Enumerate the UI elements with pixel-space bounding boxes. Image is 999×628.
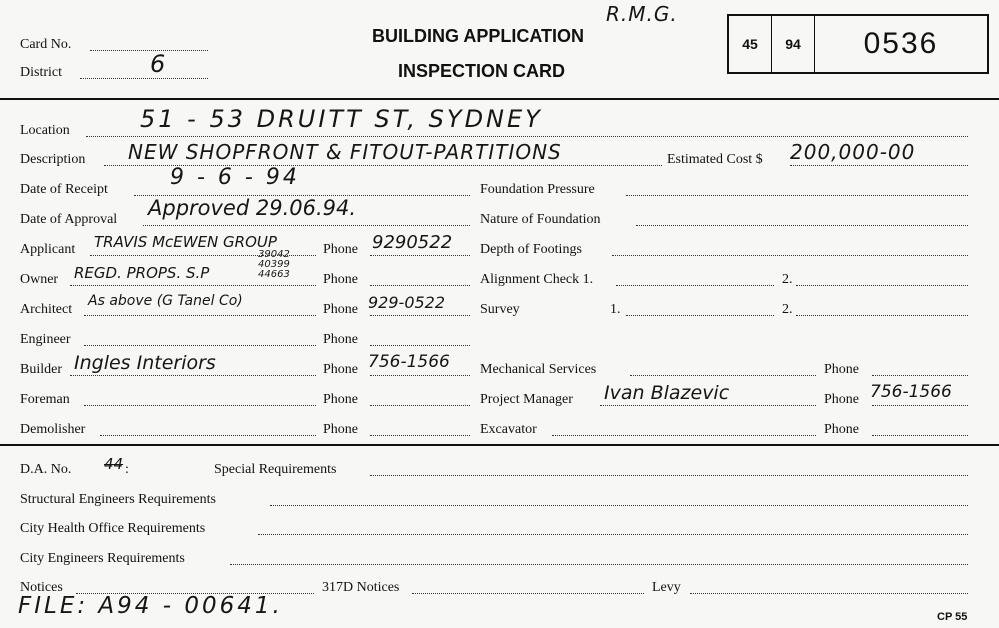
structural-label: Structural Engineers Requirements xyxy=(20,492,216,507)
excavator-label: Excavator xyxy=(480,422,537,437)
project-manager-label: Project Manager xyxy=(480,392,573,407)
mechanical-services-phone-label: Phone xyxy=(824,362,859,377)
description-label: Description xyxy=(20,152,86,167)
file-note: FILE: A94 - 00641. xyxy=(18,593,283,619)
alignment-check-label: Alignment Check 1. xyxy=(480,272,594,287)
city-engineers-label: City Engineers Requirements xyxy=(20,551,185,566)
special-requirements-dots xyxy=(370,475,968,476)
da-no-colon: : xyxy=(125,462,129,477)
alignment-check-2-label: 2. xyxy=(782,272,793,287)
project-manager-phone-value: 756-1566 xyxy=(870,382,952,402)
applicant-phone-label: Phone xyxy=(323,242,358,257)
demolisher-dots xyxy=(100,435,316,436)
nature-of-foundation-label: Nature of Foundation xyxy=(480,212,601,227)
builder-phone-label: Phone xyxy=(323,362,358,377)
date-of-receipt-label: Date of Receipt xyxy=(20,182,108,197)
title-line1: BUILDING APPLICATION xyxy=(372,26,584,46)
foreman-phone-label: Phone xyxy=(323,392,358,407)
project-manager-value: Ivan Blazevic xyxy=(604,382,730,404)
owner-label: Owner xyxy=(20,272,59,287)
levy-label: Levy xyxy=(652,580,681,595)
project-manager-phone-label: Phone xyxy=(824,392,859,407)
estimated-cost-label: Estimated Cost $ xyxy=(667,152,763,167)
foundation-pressure-dots xyxy=(626,195,968,196)
mechanical-services-label: Mechanical Services xyxy=(480,362,597,377)
owner-phone-dots xyxy=(370,285,470,286)
nature-of-foundation-dots xyxy=(636,225,968,226)
architect-phone-dots xyxy=(370,315,470,316)
form-code: CP 55 xyxy=(937,611,968,623)
foundation-pressure-label: Foundation Pressure xyxy=(480,182,595,197)
foreman-label: Foreman xyxy=(20,392,70,407)
excavator-phone-dots xyxy=(872,435,968,436)
notices-label: Notices xyxy=(20,580,63,595)
district-value: 6 xyxy=(150,50,167,78)
builder-dots xyxy=(70,375,316,376)
survey-dots-2 xyxy=(796,315,968,316)
demolisher-phone-label: Phone xyxy=(323,422,358,437)
date-of-approval-dots xyxy=(143,225,470,226)
city-engineers-dots xyxy=(230,564,968,565)
estimated-cost-dots xyxy=(790,165,968,166)
special-requirements-label: Special Requirements xyxy=(214,462,337,477)
district-label: District xyxy=(20,65,62,80)
alignment-check-dots-1 xyxy=(616,285,774,286)
notices-317d-dots xyxy=(412,593,644,594)
da-no-label: D.A. No. xyxy=(20,462,72,477)
location-label: Location xyxy=(20,123,70,138)
architect-phone-label: Phone xyxy=(323,302,358,317)
date-of-receipt-value: 9 - 6 - 94 xyxy=(170,165,300,190)
card-no-dots xyxy=(90,50,208,51)
location-dots xyxy=(86,136,968,137)
builder-phone-dots xyxy=(370,375,470,376)
title-line2: INSPECTION CARD xyxy=(398,61,566,81)
owner-phone-label: Phone xyxy=(323,272,358,287)
card-no-label: Card No. xyxy=(20,37,72,52)
survey-1-label: 1. xyxy=(610,302,621,317)
engineer-dots xyxy=(84,345,316,346)
engineer-label: Engineer xyxy=(20,332,71,347)
notices-317d-label: 317D Notices xyxy=(322,580,400,595)
engineer-phone-dots xyxy=(370,345,470,346)
owner-strata-numbers: 39042 40399 44663 xyxy=(258,249,290,280)
survey-dots-1 xyxy=(626,315,774,316)
da-no-value: 44 xyxy=(104,455,124,473)
depth-of-footings-label: Depth of Footings xyxy=(480,242,582,257)
foreman-dots xyxy=(84,405,316,406)
date-of-approval-label: Date of Approval xyxy=(20,212,118,227)
applicant-phone-dots xyxy=(370,255,470,256)
demolisher-label: Demolisher xyxy=(20,422,86,437)
box-code2: 94 xyxy=(785,36,801,52)
architect-value: As above (G Tanel Co) xyxy=(88,293,243,309)
applicant-phone-value: 9290522 xyxy=(372,232,453,253)
project-manager-phone-dots xyxy=(872,405,968,406)
excavator-dots xyxy=(552,435,816,436)
engineer-phone-label: Phone xyxy=(323,332,358,347)
project-manager-dots xyxy=(600,405,816,406)
mechanical-services-phone-dots xyxy=(872,375,968,376)
architect-phone-value: 929-0522 xyxy=(368,293,446,312)
survey-2-label: 2. xyxy=(782,302,793,317)
owner-dots xyxy=(70,285,316,286)
date-of-approval-value: Approved 29.06.94. xyxy=(148,196,357,220)
header-rule xyxy=(0,98,999,100)
health-label: City Health Office Requirements xyxy=(20,521,206,536)
structural-dots xyxy=(270,505,968,506)
owner-value: REGD. PROPS. S.P xyxy=(74,264,210,282)
builder-value: Ingles Interiors xyxy=(74,352,216,374)
description-value: NEW SHOPFRONT & FITOUT-PARTITIONS xyxy=(128,140,562,164)
box-number: 0536 xyxy=(863,27,939,60)
box-code1: 45 xyxy=(742,36,758,52)
foreman-phone-dots xyxy=(370,405,470,406)
health-dots xyxy=(258,534,968,535)
survey-label: Survey xyxy=(480,302,520,317)
mechanical-services-dots xyxy=(630,375,816,376)
initials-note: R.M.G. xyxy=(606,2,678,26)
depth-of-footings-dots xyxy=(612,255,968,256)
middle-rule xyxy=(0,444,999,446)
architect-dots xyxy=(84,315,316,316)
applicant-value: TRAVIS McEWEN GROUP xyxy=(94,233,277,251)
alignment-check-dots-2 xyxy=(796,285,968,286)
excavator-phone-label: Phone xyxy=(824,422,859,437)
applicant-label: Applicant xyxy=(20,242,76,257)
estimated-cost-value: 200,000-00 xyxy=(790,140,916,164)
levy-dots xyxy=(690,593,968,594)
location-value: 51 - 53 DRUITT ST, SYDNEY xyxy=(140,105,543,133)
reference-box xyxy=(727,14,989,74)
architect-label: Architect xyxy=(20,302,73,317)
demolisher-phone-dots xyxy=(370,435,470,436)
builder-label: Builder xyxy=(20,362,62,377)
district-dots xyxy=(80,78,208,79)
builder-phone-value: 756-1566 xyxy=(368,352,450,372)
